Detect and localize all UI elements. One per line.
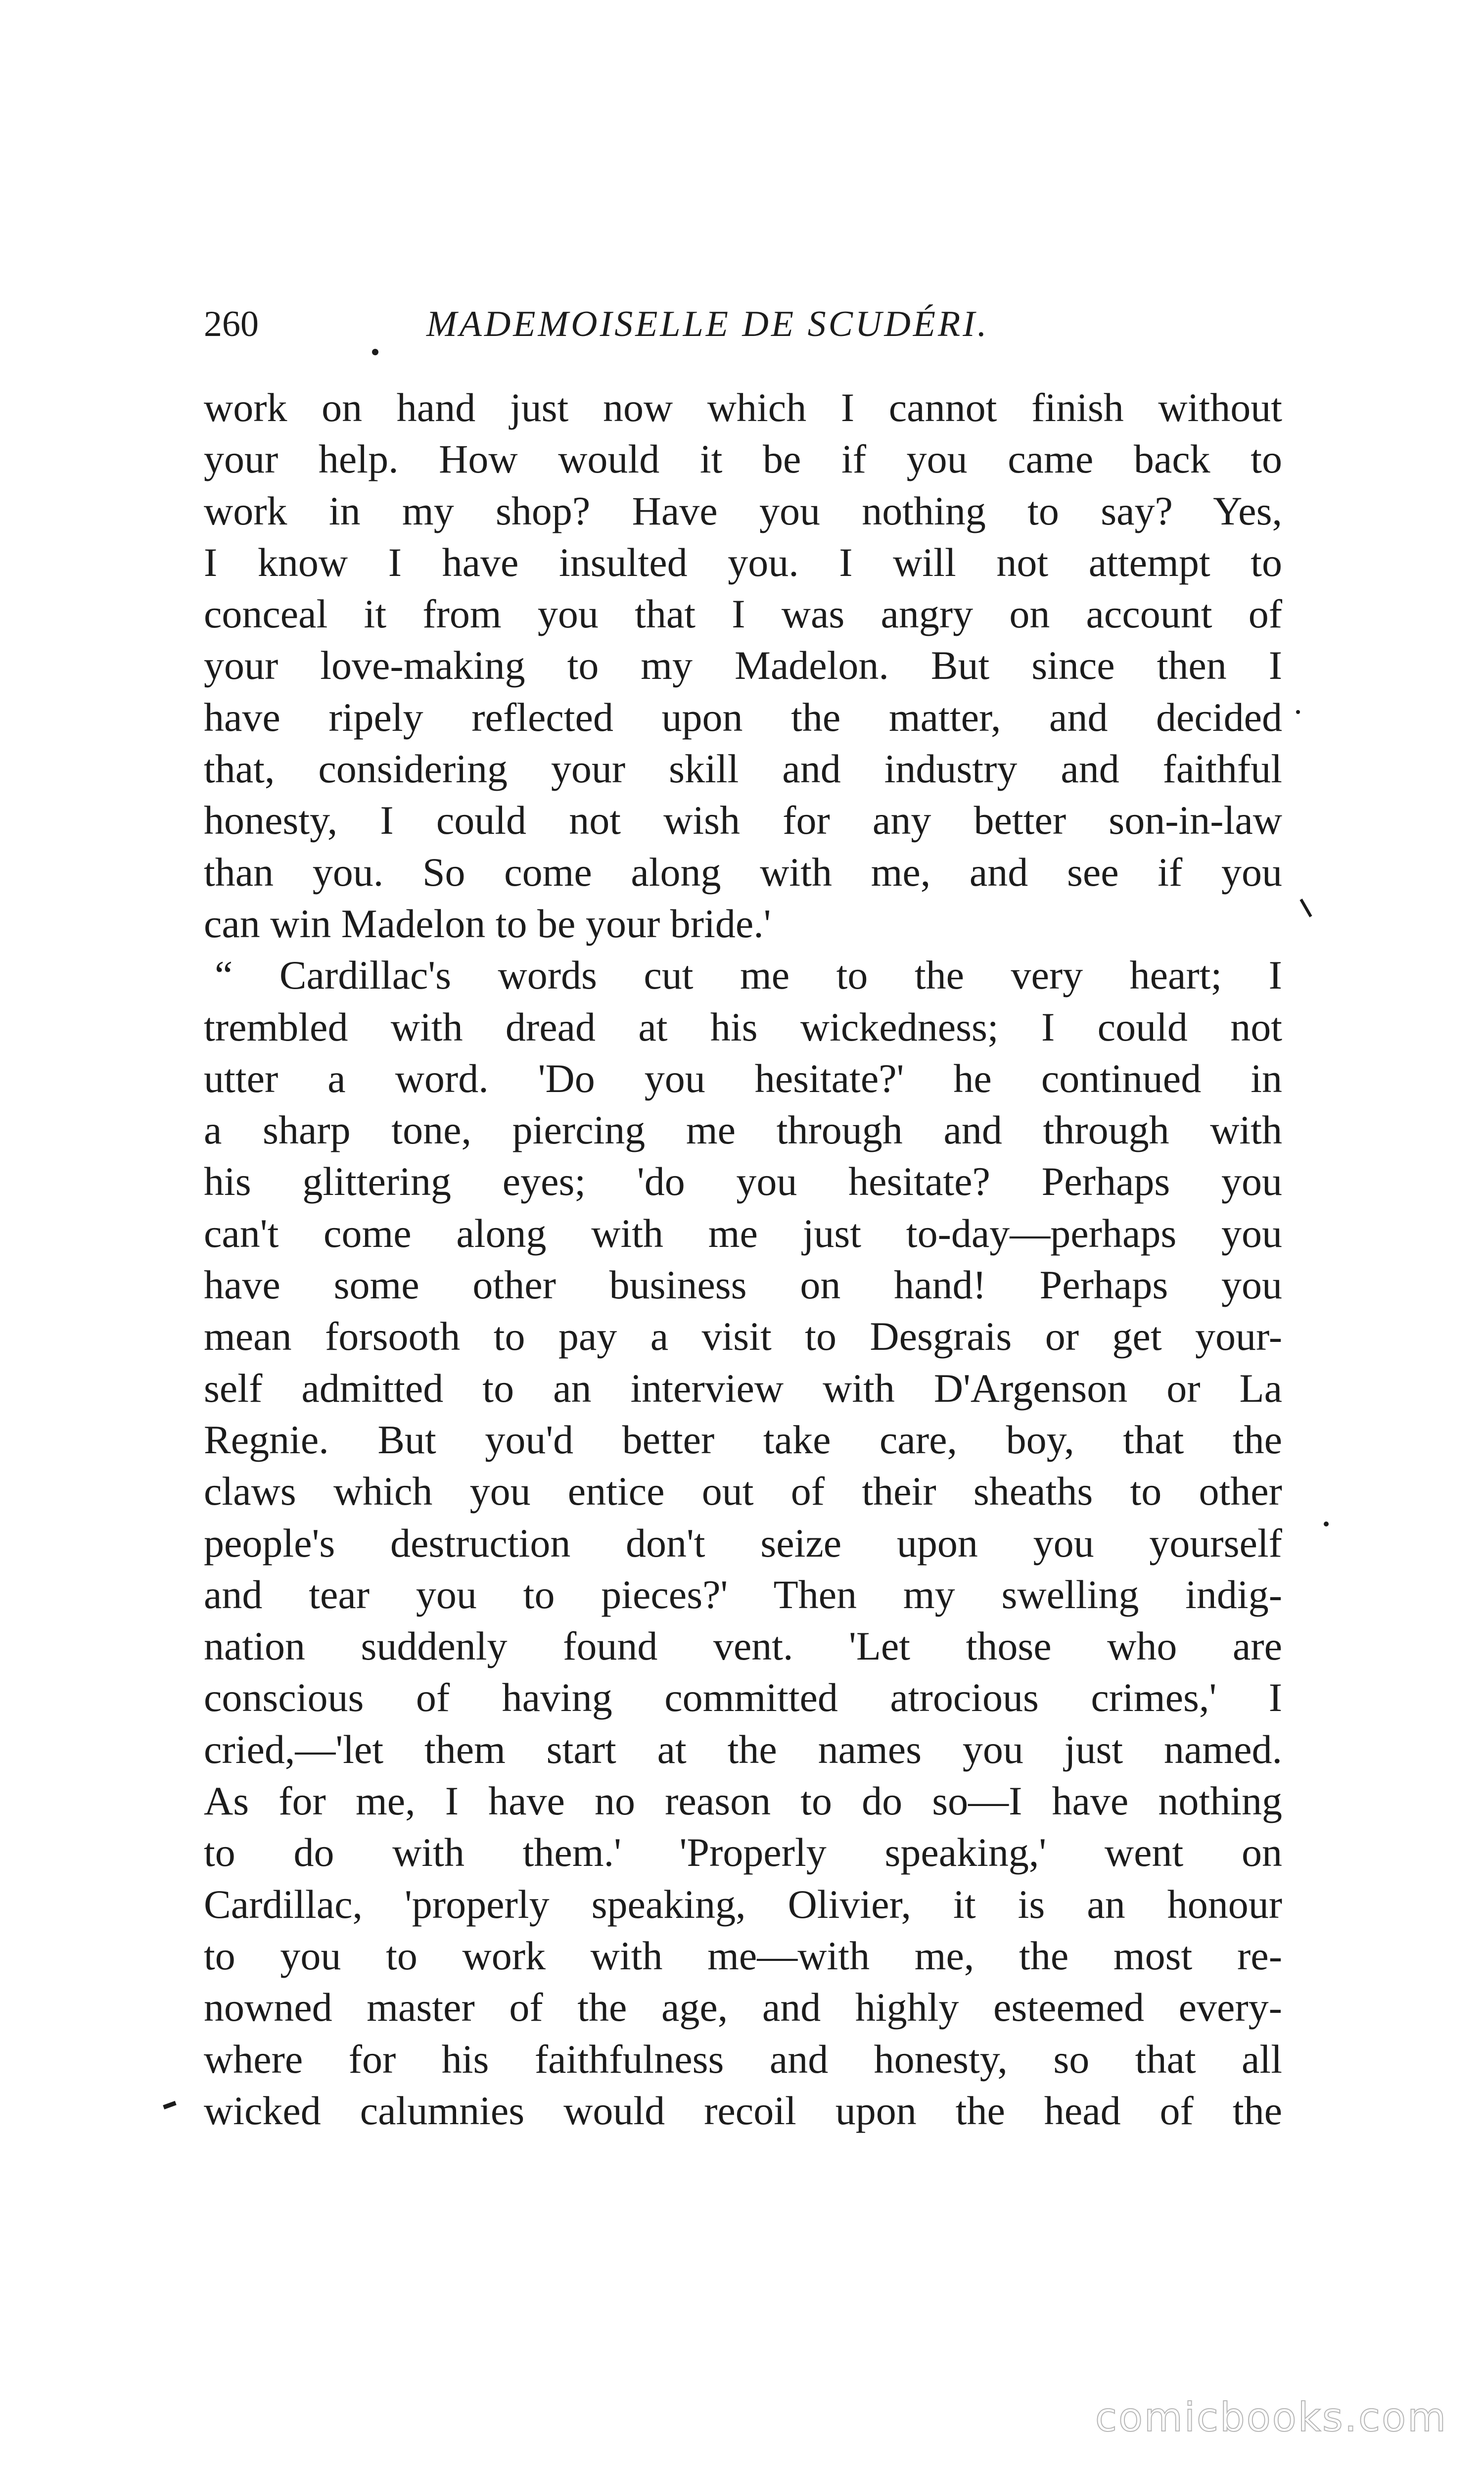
- text-line: Regnie. But you'd better take care, boy, that the: [204, 1417, 1282, 1462]
- text-line: mean forsooth to pay a visit to Desgrais or get your-: [204, 1314, 1282, 1359]
- text-line: I know I have insulted you. I will not attempt to: [204, 539, 1282, 585]
- text-line: claws which you entice out of their sheaths to other: [204, 1469, 1282, 1514]
- text-line: have ripely reflected upon the matter, and decided: [204, 694, 1282, 740]
- text-line: nowned master of the age, and highly esteemed every-: [204, 1985, 1282, 2030]
- text-line: utter a word. 'Do you hesitate?' he continued in: [204, 1055, 1282, 1101]
- text-line: “ Cardillac's words cut me to the very heart; I: [215, 952, 1282, 998]
- text-line: nation suddenly found vent. 'Let those who are: [204, 1623, 1282, 1669]
- text-line: work in my shop? Have you nothing to say? Yes,: [204, 488, 1282, 533]
- body-text: [204, 382, 1282, 2137]
- text-line: have some other business on hand! Perhaps you: [204, 1262, 1282, 1308]
- text-line: where for his faithfulness and honesty, so that all: [204, 2036, 1282, 2082]
- text-line: Cardillac, 'properly speaking, Olivier, it is an honour: [204, 1881, 1282, 1927]
- text-line: As for me, I have no reason to do so—I have nothing: [204, 1778, 1282, 1824]
- text-line: wicked calumnies would recoil upon the head of the: [204, 2088, 1282, 2133]
- text-line: a sharp tone, piercing me through and through with: [204, 1107, 1282, 1153]
- text-line: conscious of having committed atrocious crimes,' I: [204, 1675, 1282, 1720]
- running-title: MADEMOISELLE DE SCUDÉRI.: [426, 304, 989, 344]
- page-header: [204, 297, 1282, 351]
- text-line: self admitted to an interview with D'Argenson or La: [204, 1365, 1282, 1411]
- text-line: conceal it from you that I was angry on account of: [204, 591, 1282, 637]
- print-speck-mark: [372, 349, 378, 355]
- text-line: his glittering eyes; 'do you hesitate? Perhaps you: [204, 1159, 1282, 1204]
- text-line: cried,—'let them start at the names you just named.: [204, 1726, 1282, 1772]
- text-line: your love-making to my Madelon. But since then I: [204, 643, 1282, 688]
- text-line: and tear you to pieces?' Then my swelling indig-: [204, 1571, 1282, 1617]
- text-line: that, considering your skill and industry and faithful: [204, 746, 1282, 792]
- text-line: honesty, I could not wish for any better son-in-law: [204, 798, 1282, 843]
- print-speck-mark: [1296, 710, 1300, 714]
- text-line: trembled with dread at his wickedness; I could not: [204, 1004, 1282, 1049]
- page-number: 260: [204, 304, 259, 344]
- watermark: comicbooks.com: [1095, 2394, 1447, 2440]
- text-line: work on hand just now which I cannot finish without: [204, 385, 1282, 430]
- print-dash-mark: [163, 2101, 177, 2109]
- print-speck-mark: [1324, 1522, 1329, 1526]
- print-stroke-mark: [1299, 899, 1312, 917]
- text-line: people's destruction don't seize upon you yourself: [204, 1520, 1282, 1566]
- text-line: than you. So come along with me, and see if you: [204, 849, 1282, 895]
- text-line: to you to work with me—with me, the most re-: [204, 1933, 1282, 1978]
- text-line: to do with them.' 'Properly speaking,' went on: [204, 1830, 1282, 1875]
- text-line: your help. How would it be if you came back to: [204, 436, 1282, 482]
- text-line: can win Madelon to be your bride.': [204, 901, 771, 946]
- text-line: can't come along with me just to-day—perhaps you: [204, 1210, 1282, 1256]
